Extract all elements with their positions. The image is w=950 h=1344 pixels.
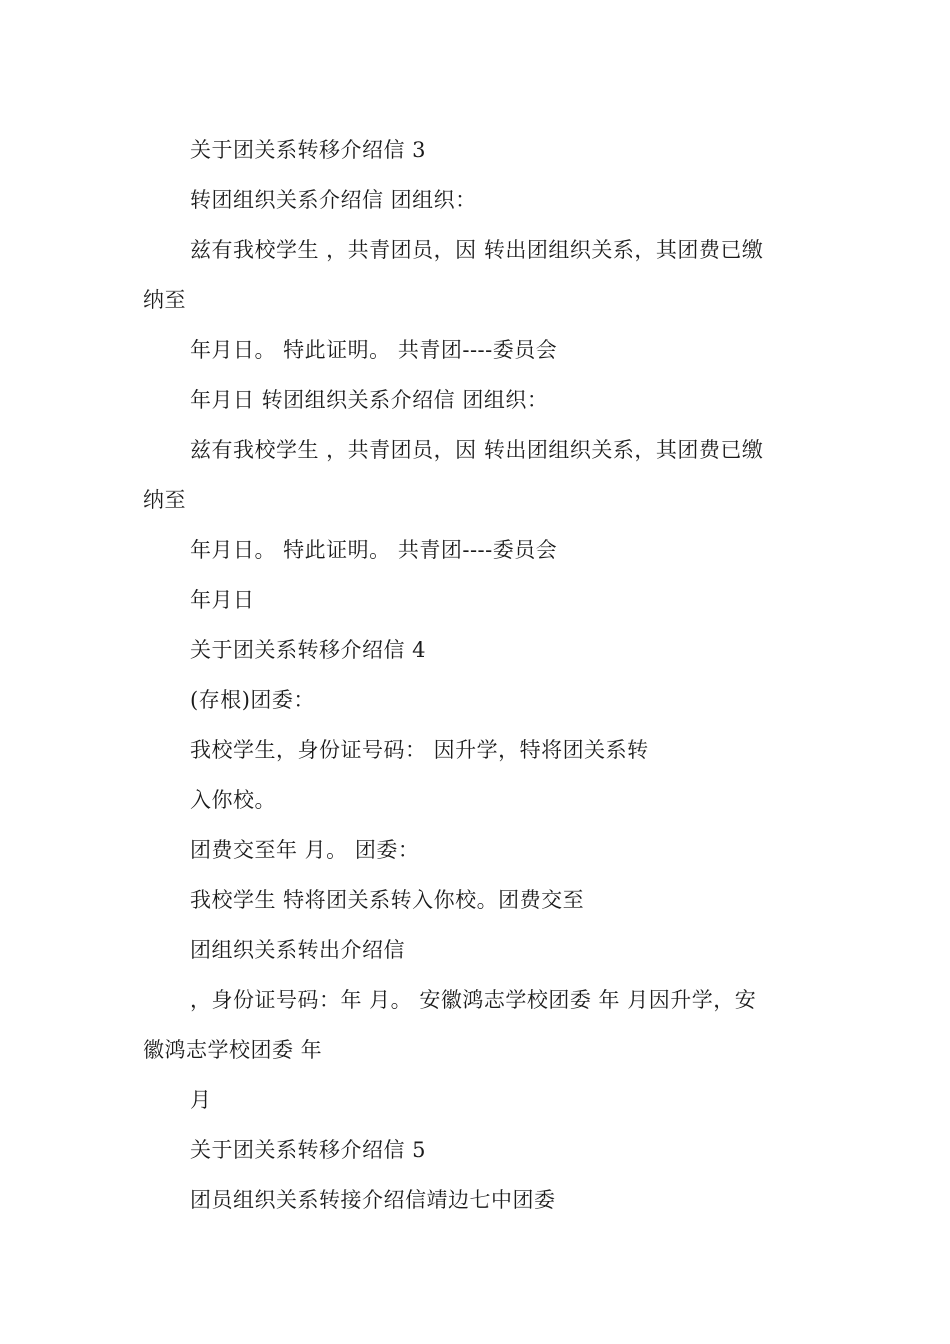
text-line: 兹有我校学生 ，共青团员，因 转出团组织关系，其团费已缴	[190, 238, 764, 262]
text-line: 团员组织关系转接介绍信靖边七中团委	[190, 1188, 556, 1212]
text-line: 转团组织关系介绍信 团组织：	[190, 188, 477, 212]
text-line: 团组织关系转出介绍信	[190, 938, 405, 962]
text-line: 年月日。 特此证明。 共青团----委员会	[190, 538, 558, 562]
text-line: 我校学生 特将团关系转入你校。团费交至	[190, 888, 585, 912]
text-line: 兹有我校学生 ，共青团员，因 转出团组织关系，其团费已缴	[190, 438, 764, 462]
text-line: 入你校。	[190, 788, 276, 812]
text-line: 年月日	[190, 588, 255, 612]
section-heading-5: 关于团关系转移介绍信 5	[190, 1138, 427, 1162]
text-line: (存根)团委：	[190, 688, 315, 712]
section-heading-4: 关于团关系转移介绍信 4	[190, 638, 427, 662]
text-line: ，身份证号码：年 月。 安徽鸿志学校团委 年 月因升学，安	[190, 988, 757, 1012]
section-heading-3: 关于团关系转移介绍信 3	[190, 138, 427, 162]
text-line: 纳至	[143, 288, 186, 312]
text-line: 月	[190, 1088, 212, 1112]
text-line: 年月日 转团组织关系介绍信 团组织：	[190, 388, 549, 412]
text-line: 徽鸿志学校团委 年	[143, 1038, 323, 1062]
text-line: 纳至	[143, 488, 186, 512]
text-line: 团费交至年 月。 团委：	[190, 838, 420, 862]
text-line: 我校学生，身份证号码： 因升学，特将团关系转	[190, 738, 649, 762]
text-line: 年月日。 特此证明。 共青团----委员会	[190, 338, 558, 362]
